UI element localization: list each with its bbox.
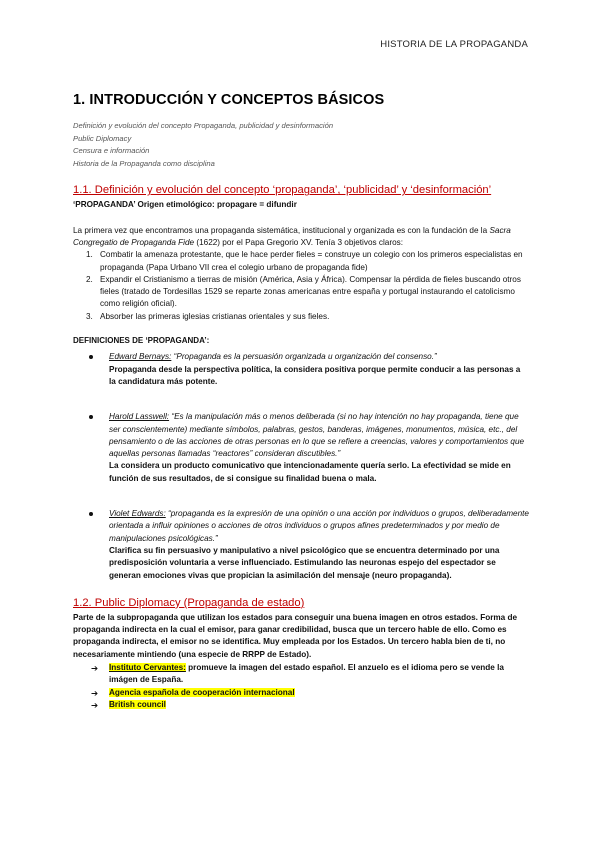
objectives-list [73,249,529,323]
definition-comment: La considera un producto comunicativo que intencionadamente quería serlo. La efectividad se mide en función de sus resultados, de si consigue su finalidad buena o mala. [109,461,511,483]
running-header: HISTORIA DE LA PROPAGANDA [380,39,528,50]
definitions-list [73,351,529,581]
section-heading-1-2: 1.2. Public Diplomacy (Propaganda de estado) [73,596,305,609]
etymology-line: ‘PROPAGANDA’ Origen etimológico: propagare = difundir [73,200,297,210]
definition-comment: Clarifica su fin persuasivo y manipulativo a nivel psicológico que se encuentra determinado por una predisposición voluntaria a verse influenciado. Estimulando las neuronas espejo del espectador se generan emociones vivas que propician la asimilación del mensaje (neuro propaganda). [109,545,500,580]
arrow-right-icon: ➔ [91,687,99,698]
objective-item [73,274,529,311]
example-label: British council [109,699,166,709]
bullet-icon [89,415,93,419]
toc-item: Definición y evolución del concepto Propaganda, publicidad y desinformación [73,121,334,130]
definition-comment: Propaganda desde la perspectiva política, la considera positiva porque permite conducir a las personas a la candidatura más potente. [109,364,521,386]
arrow-right-icon: ➔ [91,699,99,710]
definition-quote: “Es la manipulación más o menos deliberada (si no hay intención no hay propaganda, tiene que ser conscientemente) mediante símbolos, palabras, gestos, banderas, imágenes, monumentos, música, etc., del pensamiento o de las acciones de otras personas en lo que se refiere a creencias, valores y comportamientos que aquellas personas llamadas “reactores” consideran discutibles.” [109,412,525,459]
intro-paragraph [73,225,529,250]
intro-text-end: (1622) por el Papa Gregorio XV. Tenía 3 objetivos claros: [194,237,403,247]
example-item [73,662,529,687]
objective-text: Absorber las primeras iglesias cristianas orientales y sus fieles. [100,311,330,321]
page-content [73,92,529,711]
intro-institution: Sacra Congregatio de Propaganda Fide [73,225,511,247]
definition-item [73,496,529,582]
chapter-contents [73,120,529,170]
definition-item [73,399,529,485]
objective-item [73,249,529,274]
section-heading-1-1: 1.1. Definición y evolución del concepto ‘propaganda’, ‘publicidad’ y ‘desinformación’ [73,184,492,197]
objective-item [73,311,529,323]
example-text: promueve la imagen del estado español. El anzuelo es el idioma pero se vende la imágen de España. [109,662,504,685]
examples-list [73,662,529,711]
bullet-icon [89,355,93,359]
example-item [73,687,529,699]
arrow-right-icon: ➔ [91,662,99,673]
objective-number: 3. [86,311,93,321]
objective-number: 2. [86,274,93,284]
toc-item: Public Diplomacy [73,133,132,143]
objective-text: Expandir el Cristianismo a tierras de misión (América, Asia y África). Compensar la pérdida de fieles buscando otros fieles (tratado de Tordesillas 1529 se reparte zonas americanas entre españa y portugal instaurando el catolicismo como religión oficial). [100,274,521,309]
definition-quote: “Propaganda es la persuasión organizada u organización del consenso.” [173,352,437,362]
definition-author: Violet Edwards: [109,509,166,519]
example-item [73,699,529,711]
definition-item [73,351,529,388]
intro-text-start: La primera vez que encontramos una propaganda sistemática, institucional y organizada es con la fundación de la [73,225,490,235]
definition-author: Edward Bernays: [109,352,172,362]
definition-author: Harold Lasswell: [109,412,170,422]
objective-text: Combatir la amenaza protestante, que le hace perder fieles = construye un colegio con los primeros especialistas en propaganda (Papa Urbano VII crea el colegio urbano de propaganda fide) [100,250,523,272]
toc-item: Historia de la Propaganda como disciplina [73,158,215,168]
chapter-title: 1. INTRODUCCIÓN Y CONCEPTOS BÁSICOS [73,92,385,108]
objective-number: 1. [86,250,93,260]
toc-item: Censura e información [73,146,150,156]
example-label: Instituto Cervantes: [109,662,186,672]
public-diplomacy-paragraph: Parte de la subpropaganda que utilizan los estados para conseguir una buena imagen en otros estados. Forma de propaganda indirecta en la cual el emisor, para ganar credibilidad, busca que un tercero hable de ello. Como es propaganda indirecta, el emisor no se identifica. Muy empleada por los Estados. Un tercero habla bien de ti, no necesariamente mintiendo (una especie de RRPP de Estado). [73,612,518,659]
definition-quote: “propaganda es la expresión de una opinión o una acción por individuos o grupos, deliberadamente orientada a influir opiniones o acciones de otros individuos o grupos afines predeterminados y por medio de manipulaciones psicológicas.” [109,509,529,543]
definitions-title: DEFINICIONES DE ‘PROPAGANDA’: [73,336,210,346]
example-label: Agencia española de cooperación internacional [109,687,295,697]
bullet-icon [89,512,93,516]
